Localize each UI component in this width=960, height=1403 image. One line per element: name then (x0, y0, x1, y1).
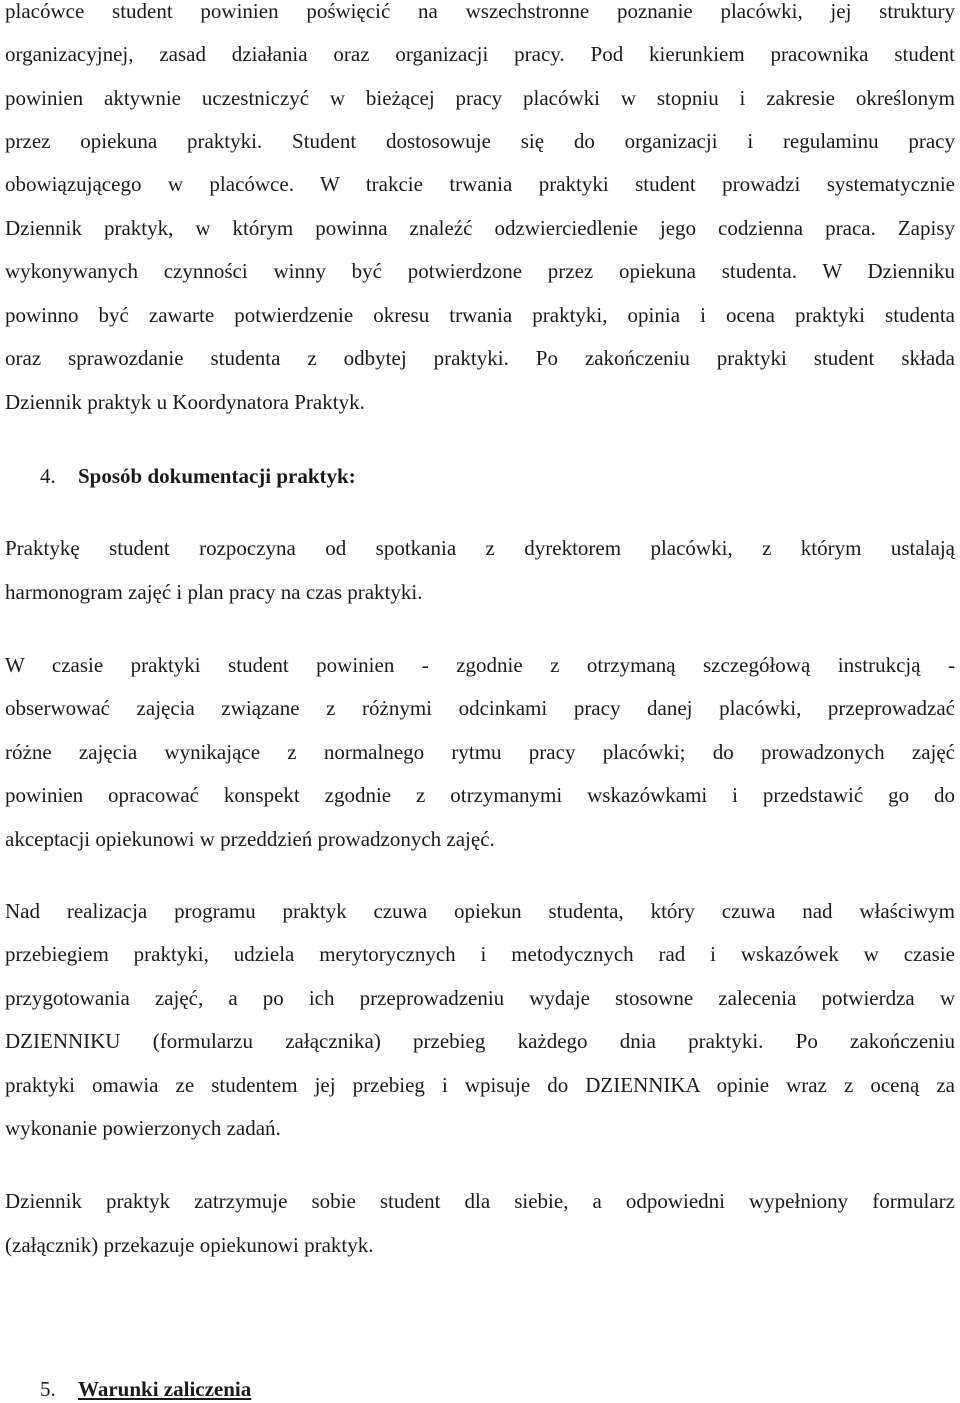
text-line: organizacyjnej, zasad działania oraz organizacji pracy. Pod kierunkiem pracownika student (5, 42, 955, 66)
text-line: oraz sprawozdanie studenta z odbytej praktyki. Po zakończeniu praktyki student składa (5, 346, 955, 370)
text-line: Dziennik praktyk, w którym powinna znaleźć odzwierciedlenie jego codzienna praca. Zapisy (5, 216, 955, 240)
text-line: placówce student powinien poświęcić na wszechstronne poznanie placówki, jej struktury (5, 0, 955, 23)
text-line: harmonogram zajęć i plan pracy na czas praktyki. (5, 580, 423, 604)
text-line: Praktykę student rozpoczyna od spotkania z dyrektorem placówki, z którym ustalają (5, 536, 955, 560)
text-line: Dziennik praktyk zatrzymuje sobie student dla siebie, a odpowiedni wypełniony formularz (5, 1189, 955, 1213)
text-line: przebiegiem praktyki, udziela merytorycznych i metodycznych rad i wskazówek w czasie (5, 942, 955, 966)
text-line: przygotowania zajęć, a po ich przeprowadzeniu wydaje stosowne zalecenia potwierdza w (5, 986, 955, 1010)
section-number: 4. (40, 464, 56, 488)
text-line: praktyki omawia ze studentem jej przebieg i wpisuje do DZIENNIKA opinie wraz z oceną za (5, 1073, 955, 1097)
section-title: Sposób dokumentacji praktyk: (78, 464, 356, 488)
text-line: różne zajęcia wynikające z normalnego rytmu pracy placówki; do prowadzonych zajęć (5, 740, 955, 764)
text-line: akceptacji opiekunowi w przeddzień prowadzonych zajęć. (5, 827, 495, 851)
section-heading-5 (40, 1375, 251, 1403)
text-line: W czasie praktyki student powinien - zgodnie z otrzymaną szczegółową instrukcją - (5, 653, 955, 677)
text-line: DZIENNIKU (formularzu załącznika) przebieg każdego dnia praktyki. Po zakończeniu (5, 1029, 955, 1053)
text-line: Dziennik praktyk u Koordynatora Praktyk. (5, 390, 365, 414)
text-line: (załącznik) przekazuje opiekunowi praktyk. (5, 1233, 374, 1257)
text-line: powinien aktywnie uczestniczyć w bieżącej pracy placówki w stopniu i zakresie określonym (5, 86, 955, 110)
section-heading-4 (40, 462, 356, 490)
text-line: obowiązującego w placówce. W trakcie trwania praktyki student prowadzi systematycznie (5, 172, 955, 196)
text-line: wykonywanych czynności winny być potwierdzone przez opiekuna studenta. W Dzienniku (5, 259, 955, 283)
text-line: powinien opracować konspekt zgodnie z otrzymanymi wskazówkami i przedstawić go do (5, 783, 955, 807)
section-number: 5. (40, 1377, 56, 1401)
text-line: wykonanie powierzonych zadań. (5, 1116, 281, 1140)
text-line: powinno być zawarte potwierdzenie okresu trwania praktyki, opinia i ocena praktyki studenta (5, 303, 955, 327)
text-line: obserwować zajęcia związane z różnymi odcinkami pracy danej placówki, przeprowadzać (5, 696, 955, 720)
text-line: przez opiekuna praktyki. Student dostosowuje się do organizacji i regulaminu pracy (5, 129, 955, 153)
section-title: Warunki zaliczenia (78, 1377, 252, 1401)
text-line: Nad realizacja programu praktyk czuwa opiekun studenta, który czuwa nad właściwym (5, 899, 955, 923)
